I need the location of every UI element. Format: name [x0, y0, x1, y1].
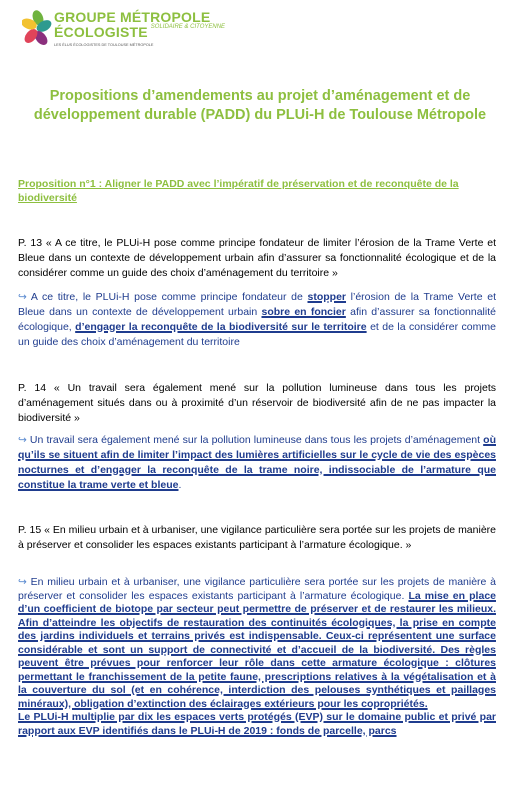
logo-text [54, 10, 225, 48]
original-text-p14: P. 14 « Un travail sera également mené sur la pollution lumineuse dans tous les projets d’aménagement situés dans ou à proximité d’un réservoir de biodiversité afin de ne pas impacter la biodiversité » [18, 382, 496, 424]
revised-text-p15 [18, 576, 496, 738]
revised-insertion: où qu’ils se situent afin de limiter l’impact des lumières artificielles sur le cycle de vie des espèces nocturnes et d’engager la reconquête de la trame noire, indissociable de l’armature que constitue la trame verte et bleue [18, 434, 496, 491]
revised-text-p14 [18, 433, 496, 493]
revised-segment: A ce titre, le PLUi-H pose comme principe fondateur de [26, 291, 308, 303]
brand-line2: ÉCOLOGISTE [54, 24, 148, 40]
revised-segment: afin d’assurer sa fonctionnalité écologique, [18, 306, 496, 333]
revised-insertion: d’engager la reconquête de la biodiversité sur le territoire [75, 321, 367, 333]
revised-insertion: Le PLUi-H multiplie par dix les espaces verts protégés (EVP) sur le domaine public et privé par rapport aux EVP identifiés dans le PLUi-H de 2019 : fonds de parcelle, parcs [18, 711, 496, 737]
return-arrow-icon: ↪ [18, 576, 27, 588]
revised-insertion: sobre en foncier [261, 306, 346, 318]
revised-segment: Un travail sera également mené sur la pollution lumineuse dans tous les projets d’aménagement [26, 434, 484, 446]
revised-segment: En milieu urbain et à urbaniser, une vigilance particulière sera portée sur les projets de manière à préserver et consolider les espaces existants participant à l’armature écologique. [18, 576, 496, 602]
revised-text-p13 [18, 290, 496, 350]
brand-subtitle: LES ÉLUS ÉCOLOGISTES DE TOULOUSE MÉTROPOLE [54, 43, 154, 47]
original-text-p15: P. 15 « En milieu urbain et à urbaniser, une vigilance particulière sera portée sur les projets de manière à préserver et consolider les espaces existants participant à l’armature écologique. » [18, 524, 496, 551]
return-arrow-icon: ↪ [18, 434, 27, 446]
logo-flower-icon [22, 9, 53, 48]
brand-tagline: SOLIDAIRE & CITOYENNE [150, 24, 226, 30]
brand-line1: GROUPE MÉTROPOLE [54, 9, 211, 25]
revised-insertion: stopper [307, 291, 347, 303]
revised-segment: . [178, 479, 182, 491]
revised-insertion: La mise en place d’un coefficient de biotope par secteur peut permettre de préserver et de restaurer les milieux. Afin d’atteindre les objectifs de restauration des continuités écologiques, la prise en compte des jardins individuels et terrains privés est indispensable. Ceux-ci représentent une surface considérable et sont un support de connectivité et d’accueil de la biodiversité. Des règles peuvent être prévues pour renforcer leur rôle dans cette armature écologique : clôtures permettant le franchissement de la petite faune, prescriptions relatives à la végétalisation et à la couverture du sol (et en cohérence, interdiction des pelouses synthétiques et paillages minéraux), obligation d’extinction des éclairages extérieurs pour les copropriétés. [18, 589, 496, 710]
document-title: Propositions d’amendements au projet d’aménagement et de développement durable (PADD) du PLUi-H de Toulouse Métropole [33, 88, 487, 123]
proposition-heading: Proposition n°1 : Aligner le PADD avec l’impératif de préservation et de reconquête de la biodiversité [18, 178, 459, 204]
revised-segment: l’érosion de la Trame Verte et Bleue dans un contexte de développement urbain [18, 291, 496, 318]
return-arrow-icon: ↪ [18, 291, 27, 303]
revised-segment: et de la considérer comme un guide des choix d’aménagement du territoire [18, 321, 496, 348]
original-text-p13: P. 13 « A ce titre, le PLUi-H pose comme principe fondateur de limiter l’érosion de la Trame Verte et Bleue dans un contexte de développement urbain afin d’assurer sa fonctionnalité écologique et de la considérer comme un guide des choix d’aménagement du territoire » [18, 237, 496, 279]
